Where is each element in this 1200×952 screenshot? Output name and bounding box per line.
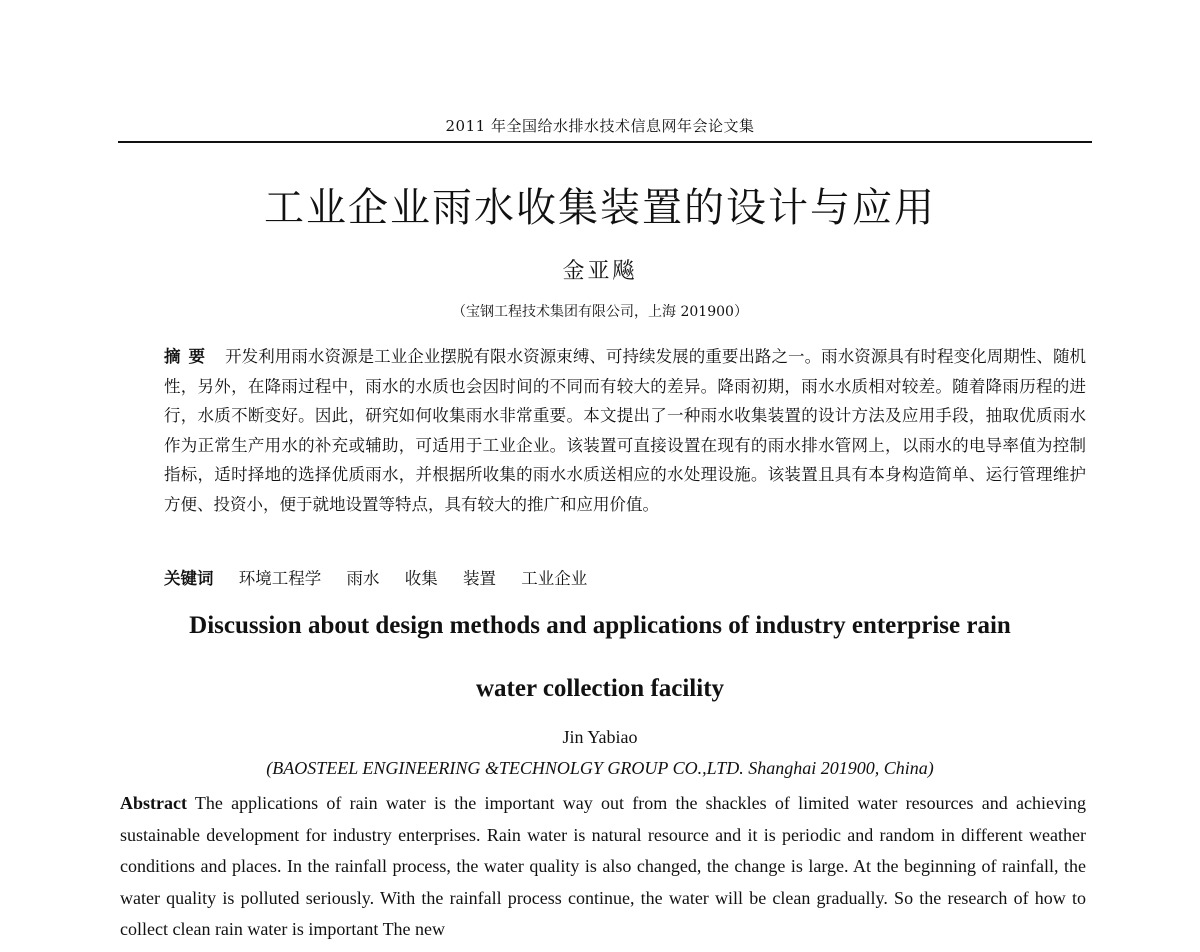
- header-rule: [118, 141, 1092, 143]
- keyword: 收集: [404, 569, 438, 588]
- keyword: 装置: [463, 569, 496, 588]
- keyword: 雨水: [346, 569, 380, 588]
- english-abstract-label: Abstract: [120, 793, 187, 813]
- chinese-author: 金亚飚: [562, 259, 638, 284]
- keyword: 环境工程学: [238, 569, 322, 588]
- keyword: 工业企业: [521, 569, 588, 588]
- english-title-line-1: Discussion about design methods and applications of industry enterprise rain: [189, 612, 1011, 639]
- english-affiliation: (BAOSTEEL ENGINEERING &TECHNOLGY GROUP CO.,LTD. Shanghai 201900, China): [266, 758, 934, 778]
- english-title-line-2: water collection facility: [475, 675, 725, 702]
- chinese-abstract-text: 开发利用雨水资源是工业企业摆脱有限水资源束缚、可持续发展的重要出路之一。雨水资源具有时程变化周期性、随机性，另外，在降雨过程中，雨水的水质也会因时间的不同而有较大的差异。降雨初期，雨水水质相对较差。随着降雨历程的进行，水质不断变好。因此，研究如何收集雨水非常重要。本文提出了一种雨水收集装置的设计方法及应用手段，抽取优质雨水作为正常生产用水的补充或辅助，可适用于工业企业。该装置可直接设置在现有的雨水排水管网上，以雨水的电导率值为控制指标，适时择地的选择优质雨水，并根据所收集的雨水水质送相应的水处理设施。该装置且具有本身构造简单、运行管理维护方便、投资小，便于就地设置等特点，具有较大的推广和应用价值。: [164, 347, 1087, 514]
- running-header: 2011 年全国给水排水技术信息网年会论文集: [445, 117, 755, 135]
- english-author: Jin Yabiao: [562, 727, 638, 747]
- chinese-title: 工业企业雨水收集装置的设计与应用: [264, 185, 936, 231]
- english-abstract: [120, 788, 1086, 946]
- chinese-abstract-label: 摘要: [164, 347, 214, 366]
- chinese-abstract: [120, 342, 1086, 519]
- english-abstract-text: The applications of rain water is the important way out from the shackles of limited water resources and achieving sustainable development for industry enterprises. Rain water is natural resource and it is periodic and random in different weather conditions and places. In the rainfall process, the water quality is also changed, the change is large. At the beginning of rainfall, the water quality is polluted seriously. With the rainfall process continue, the water will be clean gradually. So the research of how to collect clean rain water is important The new: [120, 793, 1086, 939]
- chinese-keywords-label: 关键词: [164, 569, 214, 588]
- chinese-keywords: [164, 565, 607, 589]
- chinese-affiliation: （宝钢工程技术集团有限公司，上海 201900）: [452, 304, 748, 320]
